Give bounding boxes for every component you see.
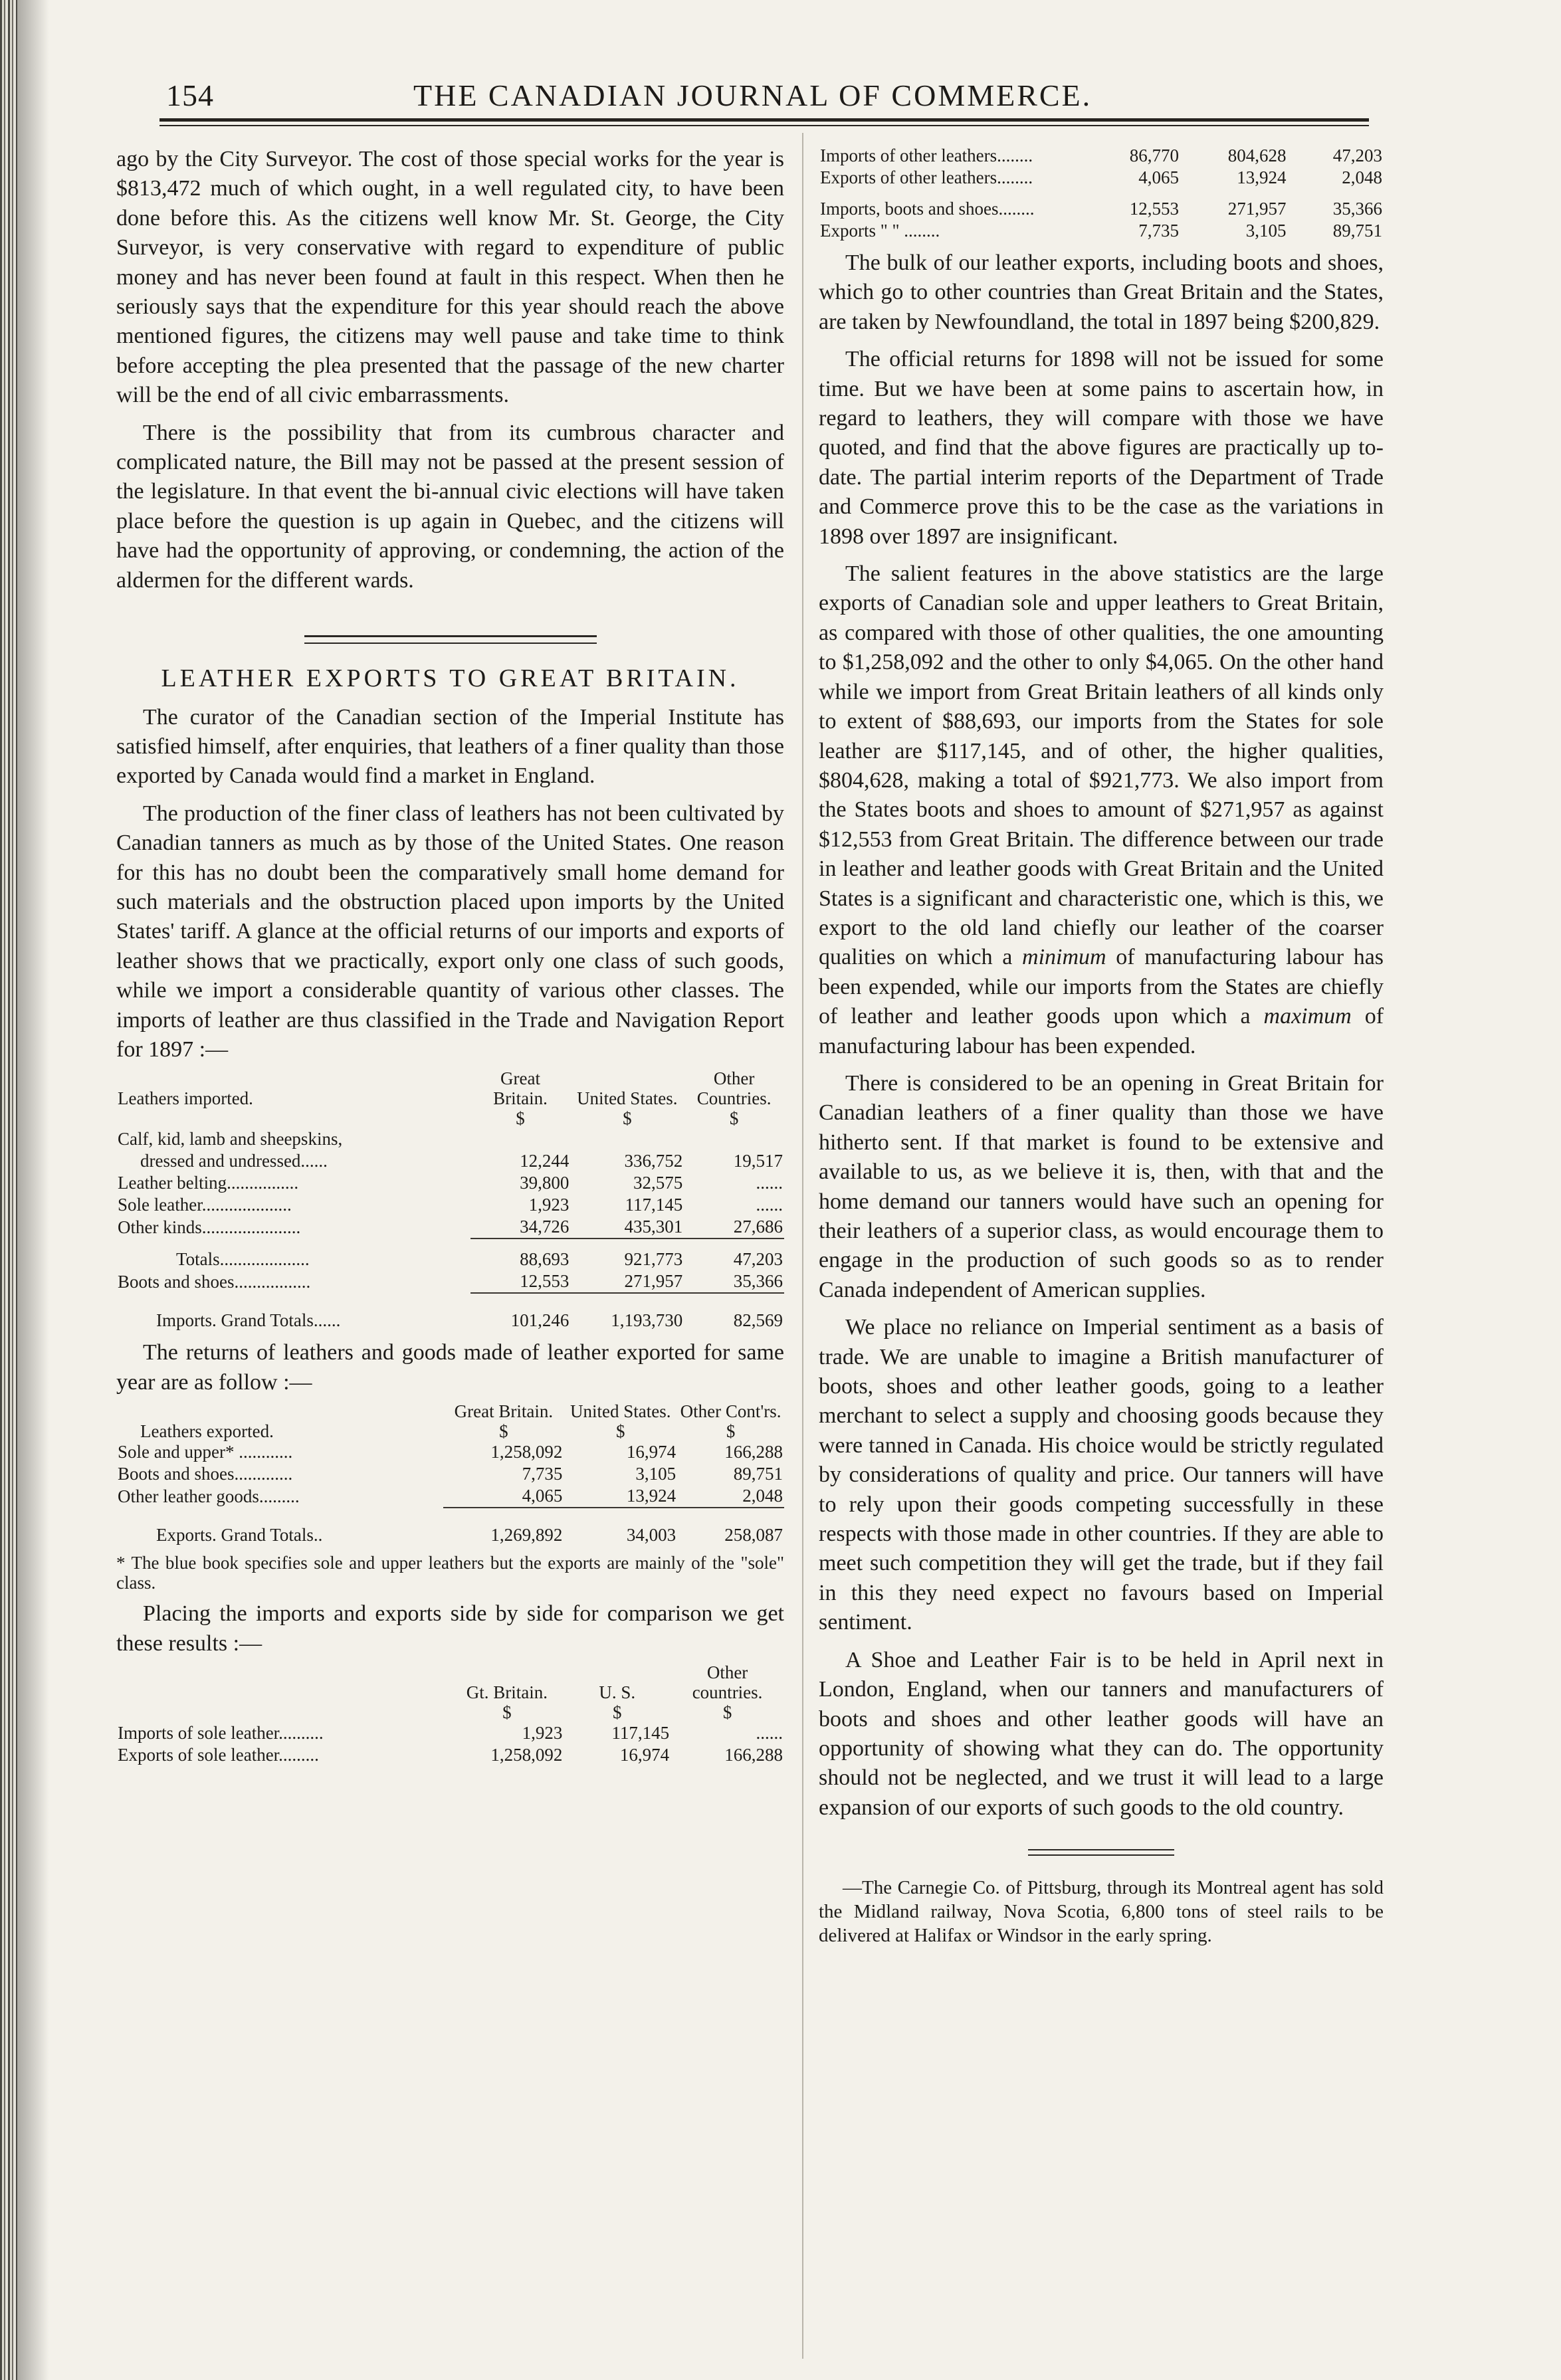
right-column xyxy=(819,145,1384,1947)
cell-value: 16,974 xyxy=(619,1745,670,1765)
cell-value: 2,048 xyxy=(1342,167,1382,187)
paragraph: Placing the imports and exports side by side for comparison we get these results :— xyxy=(116,1601,784,1656)
cell-value: 271,957 xyxy=(1227,199,1287,219)
section-separator xyxy=(304,635,597,644)
italic-word: minimum xyxy=(1022,945,1106,970)
cell-value: 921,773 xyxy=(570,1239,684,1270)
cell-value: 1,923 xyxy=(528,1195,570,1215)
row-label: Exports " " ........ xyxy=(820,221,940,241)
grand-total-row xyxy=(116,1293,784,1332)
cell-value: 1,193,730 xyxy=(570,1293,684,1332)
italic-word: maximum xyxy=(1263,1004,1352,1029)
cell-value: 47,203 xyxy=(1332,146,1382,165)
row-label: Sole and upper* ............ xyxy=(118,1442,293,1462)
paragraph: The curator of the Canadian section of the Imperial Institute has satisfied himself, after enquiries, that leathers of a finer quality than those exported by Canada would find a market in England. xyxy=(116,704,784,789)
footnote: * The blue book specifies sole and upper leathers but the exports are mainly of the "sole" class. xyxy=(116,1553,784,1593)
totals-row xyxy=(116,1239,784,1270)
table-row xyxy=(116,1744,784,1766)
cell-value: 12,244 xyxy=(520,1151,570,1171)
cell-value: 271,957 xyxy=(624,1271,683,1292)
cell-value: 3,105 xyxy=(1245,221,1287,241)
cell-value: 101,246 xyxy=(470,1293,571,1332)
paragraph: There is considered to be an opening in Great Britain for Canadian leathers of a finer quality than those we have hitherto sent. If that market is found to be extensive and available to us, as we believe it is, then, with that and the home demand our tanners would have such an opening for their leathers of a superior class, as would encourage them to engage in the production of such goods so as to render Canada independent of American supplies. xyxy=(819,1070,1384,1302)
cell-value: 27,686 xyxy=(733,1217,783,1237)
row-label: Totals.................... xyxy=(176,1249,310,1270)
table-row xyxy=(116,1270,784,1293)
paragraph: The production of the finer class of leathers has not been cultivated by Canadian tanners as much as by those of the United States. One reason for this has no doubt been the comparatively small home demand for such materials and the obstruction placed upon imports by the United States' tariff. A glance at the official returns of our imports and exports of leather shows that we practically, export only one class of such goods, while we import a considerable quantity of various other classes. The imports of leather are thus classified in the Trade and Navigation Report for 1897 :— xyxy=(116,801,784,1062)
column-header: United States. xyxy=(570,1401,671,1422)
row-label: Exports of other leathers........ xyxy=(820,167,1033,187)
news-item: —The Carnegie Co. of Pittsburg, through its Montreal agent has sold the Midland railway, Nova Scotia, 6,800 tons of steel rails to be delivered at Halifax or Windsor in the early spring. xyxy=(819,1877,1384,1947)
cell-value: 34,726 xyxy=(520,1217,570,1237)
unit-label: $ xyxy=(612,1702,622,1722)
cell-value: 47,203 xyxy=(684,1239,784,1270)
row-label: Imports of other leathers........ xyxy=(820,146,1033,165)
page-header xyxy=(166,72,1349,118)
cell-value: 13,924 xyxy=(626,1486,676,1506)
cell-value: ...... xyxy=(756,1173,783,1193)
cell-value: 82,569 xyxy=(684,1293,784,1332)
cell-value: 804,628 xyxy=(1227,146,1287,165)
row-label: Sole leather.................... xyxy=(118,1195,292,1215)
section-separator xyxy=(1028,1849,1174,1856)
paragraph: The official returns for 1898 will not be issued for some time. But we have been at some pains to ascertain how, in regard to leathers, they will compare with those we have quoted, and find that the above figures are practically up to-date. The partial interim reports of the Department of Trade and Commerce prove this to be the case as the variations in 1898 over 1897 are insignificant. xyxy=(819,347,1384,549)
unit-label: $ xyxy=(616,1421,625,1442)
cell-value: 4,065 xyxy=(1138,167,1179,187)
row-label: Calf, kid, lamb and sheepskins, xyxy=(118,1129,343,1149)
cell-value: 12,553 xyxy=(520,1271,570,1292)
table-row xyxy=(116,1194,784,1216)
binding-edge xyxy=(0,0,17,2380)
table-row xyxy=(116,1172,784,1194)
cell-value: 117,145 xyxy=(625,1195,683,1215)
cell-value: 19,517 xyxy=(733,1151,783,1171)
header-rule-thin xyxy=(159,125,1369,126)
table-label-header: Leathers exported. xyxy=(140,1421,274,1442)
cell-value: 1,269,892 xyxy=(443,1508,564,1546)
table-row xyxy=(116,1722,784,1744)
table-row xyxy=(116,1216,784,1239)
paragraph: The bulk of our leather exports, including boots and shoes, which go to other countries than Great Britain and the States, are taken by Newfoundland, the total in 1897 being $200,829. xyxy=(819,250,1384,334)
cell-value: 4,065 xyxy=(522,1486,563,1506)
cell-value: 89,751 xyxy=(733,1464,783,1484)
row-label: Boots and shoes................. xyxy=(118,1272,311,1292)
cell-value: 32,575 xyxy=(633,1173,683,1193)
page-number: 154 xyxy=(166,78,214,112)
unit-label: $ xyxy=(516,1108,525,1129)
unit-label: $ xyxy=(726,1421,736,1442)
column-header: Other countries. xyxy=(692,1662,763,1702)
cell-value: 7,735 xyxy=(1138,221,1179,241)
row-label: Imports. Grand Totals...... xyxy=(156,1310,341,1331)
row-label: Imports of sole leather.......... xyxy=(118,1723,324,1743)
row-label: Boots and shoes............. xyxy=(118,1464,293,1484)
cell-value: 435,301 xyxy=(624,1217,683,1237)
column-header: Other Cont'rs. xyxy=(680,1401,781,1422)
unit-label: $ xyxy=(729,1108,739,1129)
table-row xyxy=(819,145,1384,167)
cell-value: 35,366 xyxy=(733,1271,783,1292)
paragraph: ago by the City Surveyor. The cost of those special works for the year is $813,472 much of which ought, in a well regulated city, to have been done before this. As the citizens well know Mr. St. George, the City Surveyor, is very conservative with regard to expenditure of public money and has never been found at fault in this respect. When then he seriously says that the expenditure for this year should reach the above mentioned figures, the citizens may well pause and take time to think before accepting the plea presented that the passage of the new charter will be the end of all civic embarrassments. xyxy=(116,147,784,408)
left-column xyxy=(116,145,784,1773)
table-row xyxy=(116,1441,784,1463)
paragraph: We place no reliance on Imperial sentiment as a basis of trade. We are unable to imagine a British manufacturer of boots, shoes and other leather goods, going to a leather merchant to select a supply and choosing goods because they were tanned in Canada. His choice would be strictly regulated by considerations of quality and price. Our tanners will have to rely upon their goods competing successfully in these respects with those made in other countries. If they are able to meet such competition they will get the trade, but if they fail in this they need expect no favours based on Imperial sentiment. xyxy=(819,1315,1384,1635)
imports-table xyxy=(116,1068,784,1332)
binding-shadow xyxy=(17,0,49,2380)
paragraph: The returns of leathers and goods made of leather exported for same year are as follow :— xyxy=(116,1340,784,1395)
cell-value: 166,288 xyxy=(724,1745,783,1765)
unit-label: $ xyxy=(502,1702,512,1722)
cell-value: 117,145 xyxy=(611,1723,670,1743)
cell-value: 1,923 xyxy=(522,1723,563,1743)
row-label: Imports, boots and shoes........ xyxy=(820,199,1035,219)
table-row xyxy=(116,1463,784,1485)
column-header: United States. xyxy=(577,1088,678,1109)
unit-label: $ xyxy=(623,1108,632,1129)
table-row xyxy=(116,1150,784,1172)
grand-total-row xyxy=(116,1508,784,1546)
cell-value: 16,974 xyxy=(626,1442,676,1462)
cell-value: 88,693 xyxy=(470,1239,571,1270)
table-row xyxy=(819,189,1384,220)
comparison-table xyxy=(116,1662,784,1766)
paragraph xyxy=(819,559,1384,1061)
column-header: Great Britain. xyxy=(493,1068,548,1109)
unit-label: $ xyxy=(499,1421,508,1442)
table-row xyxy=(819,167,1384,189)
row-label: Exports. Grand Totals.. xyxy=(156,1525,323,1545)
cell-value: 35,366 xyxy=(1332,199,1382,219)
column-divider xyxy=(802,133,803,2359)
continued-comparison-table xyxy=(819,145,1384,242)
cell-value: 12,553 xyxy=(1129,199,1179,219)
cell-value: 7,735 xyxy=(522,1464,563,1484)
cell-value: 336,752 xyxy=(624,1151,683,1171)
column-header: Gt. Britain. xyxy=(466,1682,548,1702)
cell-value: 1,258,092 xyxy=(490,1442,563,1462)
row-label: Exports of sole leather......... xyxy=(118,1745,319,1765)
cell-value: 3,105 xyxy=(635,1464,676,1484)
cell-value: 258,087 xyxy=(677,1508,784,1546)
row-label: Other leather goods......... xyxy=(118,1486,300,1507)
cell-value: 86,770 xyxy=(1129,146,1179,165)
cell-value: 34,003 xyxy=(564,1508,677,1546)
row-label: Other kinds...................... xyxy=(118,1217,301,1238)
column-header: U. S. xyxy=(599,1682,636,1702)
text-run: The salient features in the above statistics are the large exports of Canadian sole and upper leathers to Great Britain, as compared with those of other qualities, the one amounting to $1,258,092 and the other to only $4,065. On the other hand while we import from Great Britain leathers of all kinds only to extent of $88,693, our imports from the States for sole leather are $117,145, and of other, the higher qualities, $804,628, making a total of $921,773. We also import from the States boots and shoes to amount of $271,957 as against $12,553 from Great Britain. The difference between our trade in leather and leather goods with Great Britain and the United States is a significant and characteristic one, which is this, we export to the old land chiefly our leather of the coarser qualities on which a xyxy=(819,561,1384,970)
journal-title: THE CANADIAN JOURNAL OF COMMERCE. xyxy=(413,78,1093,112)
paragraph: A Shoe and Leather Fair is to be held in April next in London, England, when our tanners and manufacturers of boots and shoes and other leather goods will have an opportunity of showing what they can do. The opportunity should not be neglected, and we trust it will lead to a large expansion of our exports of such goods to the old country. xyxy=(819,1647,1384,1820)
text-run: of manufacturing labour has been expended. xyxy=(819,1004,1384,1058)
column-header: Great Britain. xyxy=(454,1401,554,1422)
cell-value: 166,288 xyxy=(724,1442,783,1462)
header-rule xyxy=(159,118,1369,122)
cell-value: 89,751 xyxy=(1332,221,1382,241)
unit-label: $ xyxy=(722,1702,732,1722)
row-label: Leather belting................ xyxy=(118,1173,299,1193)
table-row xyxy=(819,220,1384,242)
table-label-header: Leathers imported. xyxy=(118,1088,253,1109)
table-row xyxy=(116,1485,784,1508)
cell-value: ...... xyxy=(756,1723,783,1743)
row-label: dressed and undressed...... xyxy=(140,1151,328,1171)
article-headline: LEATHER EXPORTS TO GREAT BRITAIN. xyxy=(161,664,740,693)
cell-value: ...... xyxy=(756,1195,783,1215)
cell-value: 13,924 xyxy=(1237,167,1287,187)
cell-value: 2,048 xyxy=(742,1486,783,1506)
exports-table xyxy=(116,1401,784,1546)
column-header: Other Countries. xyxy=(696,1068,772,1109)
paragraph: There is the possibility that from its cumbrous character and complicated nature, the Bill may not be passed at the present session of the legislature. In that event the bi-annual civic elections will have taken place before the question is up again in Quebec, and the citizens will have had the opportunity of approving, or condemning, the action of the aldermen for the different wards. xyxy=(116,420,784,593)
cell-value: 1,258,092 xyxy=(490,1745,563,1765)
cell-value: 39,800 xyxy=(520,1173,570,1193)
text-run: of manufacturing labour has been expended, while our imports from the States are chiefly of leather and leather goods upon which a xyxy=(819,945,1384,1029)
